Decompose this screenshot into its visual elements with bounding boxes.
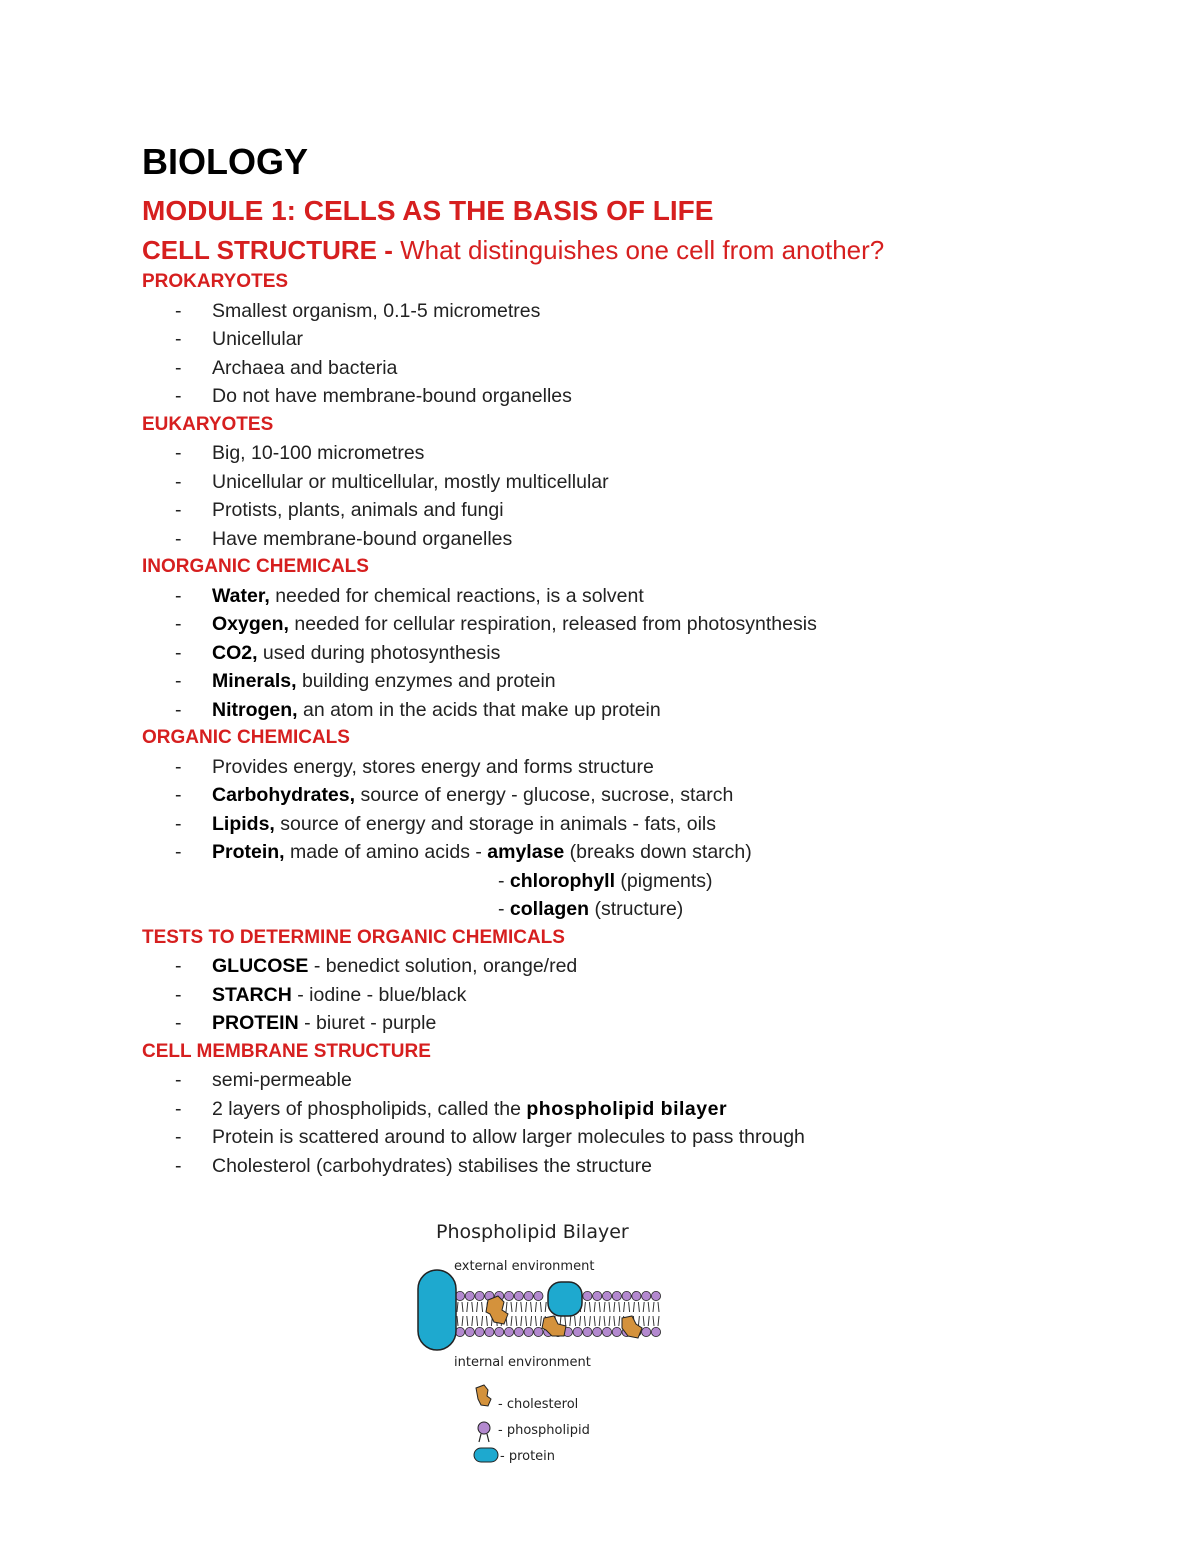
list-item: - Smallest organism, 0.1-5 micrometres <box>175 299 541 322</box>
list-item: - PROTEIN - biuret - purple <box>175 1012 437 1034</box>
phospholipid-tail <box>467 1302 473 1326</box>
organic-list <box>142 753 1102 867</box>
phospholipid-head <box>651 1327 660 1336</box>
list-item: - CO2, used during photosynthesis <box>175 641 501 664</box>
phospholipid-tail <box>614 1302 620 1326</box>
phospholipid-head <box>583 1291 592 1300</box>
legend-cholesterol-label: - cholesterol <box>498 1397 579 1412</box>
phospholipid-head <box>534 1327 543 1336</box>
legend-phospholipid-tail <box>479 1434 489 1442</box>
list-item: - Water, needed for chemical reactions, is a solvent <box>175 584 644 607</box>
cholesterol-molecule <box>486 1296 508 1324</box>
phospholipid-head <box>534 1291 543 1300</box>
phospholipid-tail <box>516 1302 522 1326</box>
external-environment-label: external environment <box>454 1259 595 1274</box>
list-item: - Provides energy, stores energy and forms structure <box>175 755 654 778</box>
phospholipid-head <box>642 1291 651 1300</box>
phospholipid-tail <box>477 1302 483 1326</box>
list-item: - GLUCOSE - benedict solution, orange/red <box>175 955 578 977</box>
phospholipid-head <box>514 1291 523 1300</box>
phospholipid-head <box>475 1291 484 1300</box>
phospholipid-tail <box>604 1302 610 1326</box>
phospholipid-head <box>485 1327 494 1336</box>
section-heading-inorganic: INORGANIC CHEMICALS <box>142 556 369 577</box>
phospholipid-head <box>602 1291 611 1300</box>
list-item: - Nitrogen, an atom in the acids that make up protein <box>175 698 661 721</box>
document-page <box>142 140 1102 1180</box>
list-item: - semi-permeable <box>175 1069 352 1091</box>
phospholipid-head <box>465 1327 474 1336</box>
phospholipid-tail <box>457 1302 463 1326</box>
phospholipid-head <box>651 1291 660 1300</box>
phospholipid-tail <box>643 1302 649 1326</box>
cell-structure-label: CELL STRUCTURE - <box>142 235 393 265</box>
phospholipid-head <box>504 1327 513 1336</box>
phospholipid-head <box>573 1327 582 1336</box>
list-item: - Protein is scattered around to allow larger molecules to pass through <box>175 1126 805 1148</box>
list-item: - Cholesterol (carbohydrates) stabilises the structure <box>175 1154 653 1177</box>
section-heading-membrane: CELL MEMBRANE STRUCTURE <box>142 1040 431 1062</box>
phospholipid-head <box>524 1291 533 1300</box>
phospholipid-tail <box>653 1302 659 1326</box>
legend-phospholipid-label: - phospholipid <box>498 1423 590 1438</box>
section-heading-tests: TESTS TO DETERMINE ORGANIC CHEMICALS <box>142 926 565 948</box>
phospholipid-head <box>612 1327 621 1336</box>
phospholipid-tail <box>535 1302 541 1326</box>
section-heading-prokaryotes: PROKARYOTES <box>142 271 289 292</box>
list-item: - Do not have membrane-bound organelles <box>175 385 572 407</box>
cell-structure-question: What distinguishes one cell from another? <box>400 235 885 265</box>
list-item: - Archaea and bacteria <box>175 356 398 379</box>
legend-phospholipid-icon <box>478 1422 490 1434</box>
phospholipid-bilayer-figure <box>410 1210 670 1480</box>
phospholipid-head <box>593 1327 602 1336</box>
phospholipid-head <box>504 1291 513 1300</box>
phospholipid-head <box>465 1291 474 1300</box>
tests-list <box>142 952 1102 1038</box>
phospholipid-head <box>642 1327 651 1336</box>
list-item: - Big, 10-100 micrometres <box>175 442 425 464</box>
phospholipid-head <box>593 1291 602 1300</box>
phospholipid-head <box>583 1327 592 1336</box>
phospholipid-tail <box>594 1302 600 1326</box>
protein-example-collagen: - collagen (structure) <box>498 898 684 920</box>
eukaryotes-list <box>142 439 1102 553</box>
section-heading-organic: ORGANIC CHEMICALS <box>142 727 350 748</box>
bilayer-diagram <box>410 1210 670 1480</box>
internal-environment-label: internal environment <box>454 1355 591 1370</box>
list-item: - Lipids, source of energy and storage in animals - fats, oils <box>175 812 716 835</box>
cell-structure-heading <box>142 232 1102 268</box>
phospholipid-head <box>632 1291 641 1300</box>
phospholipid-head <box>524 1327 533 1336</box>
legend-protein-icon <box>474 1448 498 1462</box>
protein-molecule-peripheral <box>548 1282 582 1316</box>
list-item: - Protein, made of amino acids - amylase (breaks down starch) <box>175 841 752 863</box>
list-item: - Unicellular <box>175 328 304 350</box>
protein-example-chlorophyll: - chlorophyll (pigments) <box>498 869 713 892</box>
list-item: - Minerals, building enzymes and protein <box>175 670 556 692</box>
list-item: - Carbohydrates, source of energy - glucose, sucrose, starch <box>175 784 734 806</box>
phospholipid-tail <box>584 1302 590 1326</box>
protein-molecule-transmembrane <box>418 1270 456 1350</box>
phospholipid-head <box>475 1327 484 1336</box>
phospholipid-head <box>612 1291 621 1300</box>
legend-cholesterol-icon <box>476 1385 491 1406</box>
list-item: - Protists, plants, animals and fungi <box>175 499 504 521</box>
phospholipid-head <box>514 1327 523 1336</box>
figure-title: Phospholipid Bilayer <box>436 1221 629 1243</box>
prokaryotes-list <box>142 297 1102 411</box>
phospholipid-tail <box>526 1302 532 1326</box>
phospholipid-head <box>455 1291 464 1300</box>
phospholipid-head <box>455 1327 464 1336</box>
membrane-list <box>142 1066 1102 1180</box>
section-heading-eukaryotes: EUKARYOTES <box>142 413 274 435</box>
module-heading: MODULE 1: CELLS AS THE BASIS OF LIFE <box>142 195 714 226</box>
list-item: - Oxygen, needed for cellular respiration, released from photosynthesis <box>175 613 817 635</box>
phospholipid-head <box>495 1327 504 1336</box>
phospholipid-head <box>602 1327 611 1336</box>
list-item: - Unicellular or multicellular, mostly multicellular <box>175 470 609 493</box>
document-title: BIOLOGY <box>142 141 309 182</box>
list-item: - Have membrane-bound organelles <box>175 527 513 550</box>
phospholipid-head <box>622 1291 631 1300</box>
inorganic-list <box>142 582 1102 725</box>
legend-protein-label: - protein <box>500 1449 556 1464</box>
list-item: - 2 layers of phospholipids, called the phospholipid bilayer <box>175 1097 728 1120</box>
list-item: - STARCH - iodine - blue/black <box>175 983 467 1006</box>
